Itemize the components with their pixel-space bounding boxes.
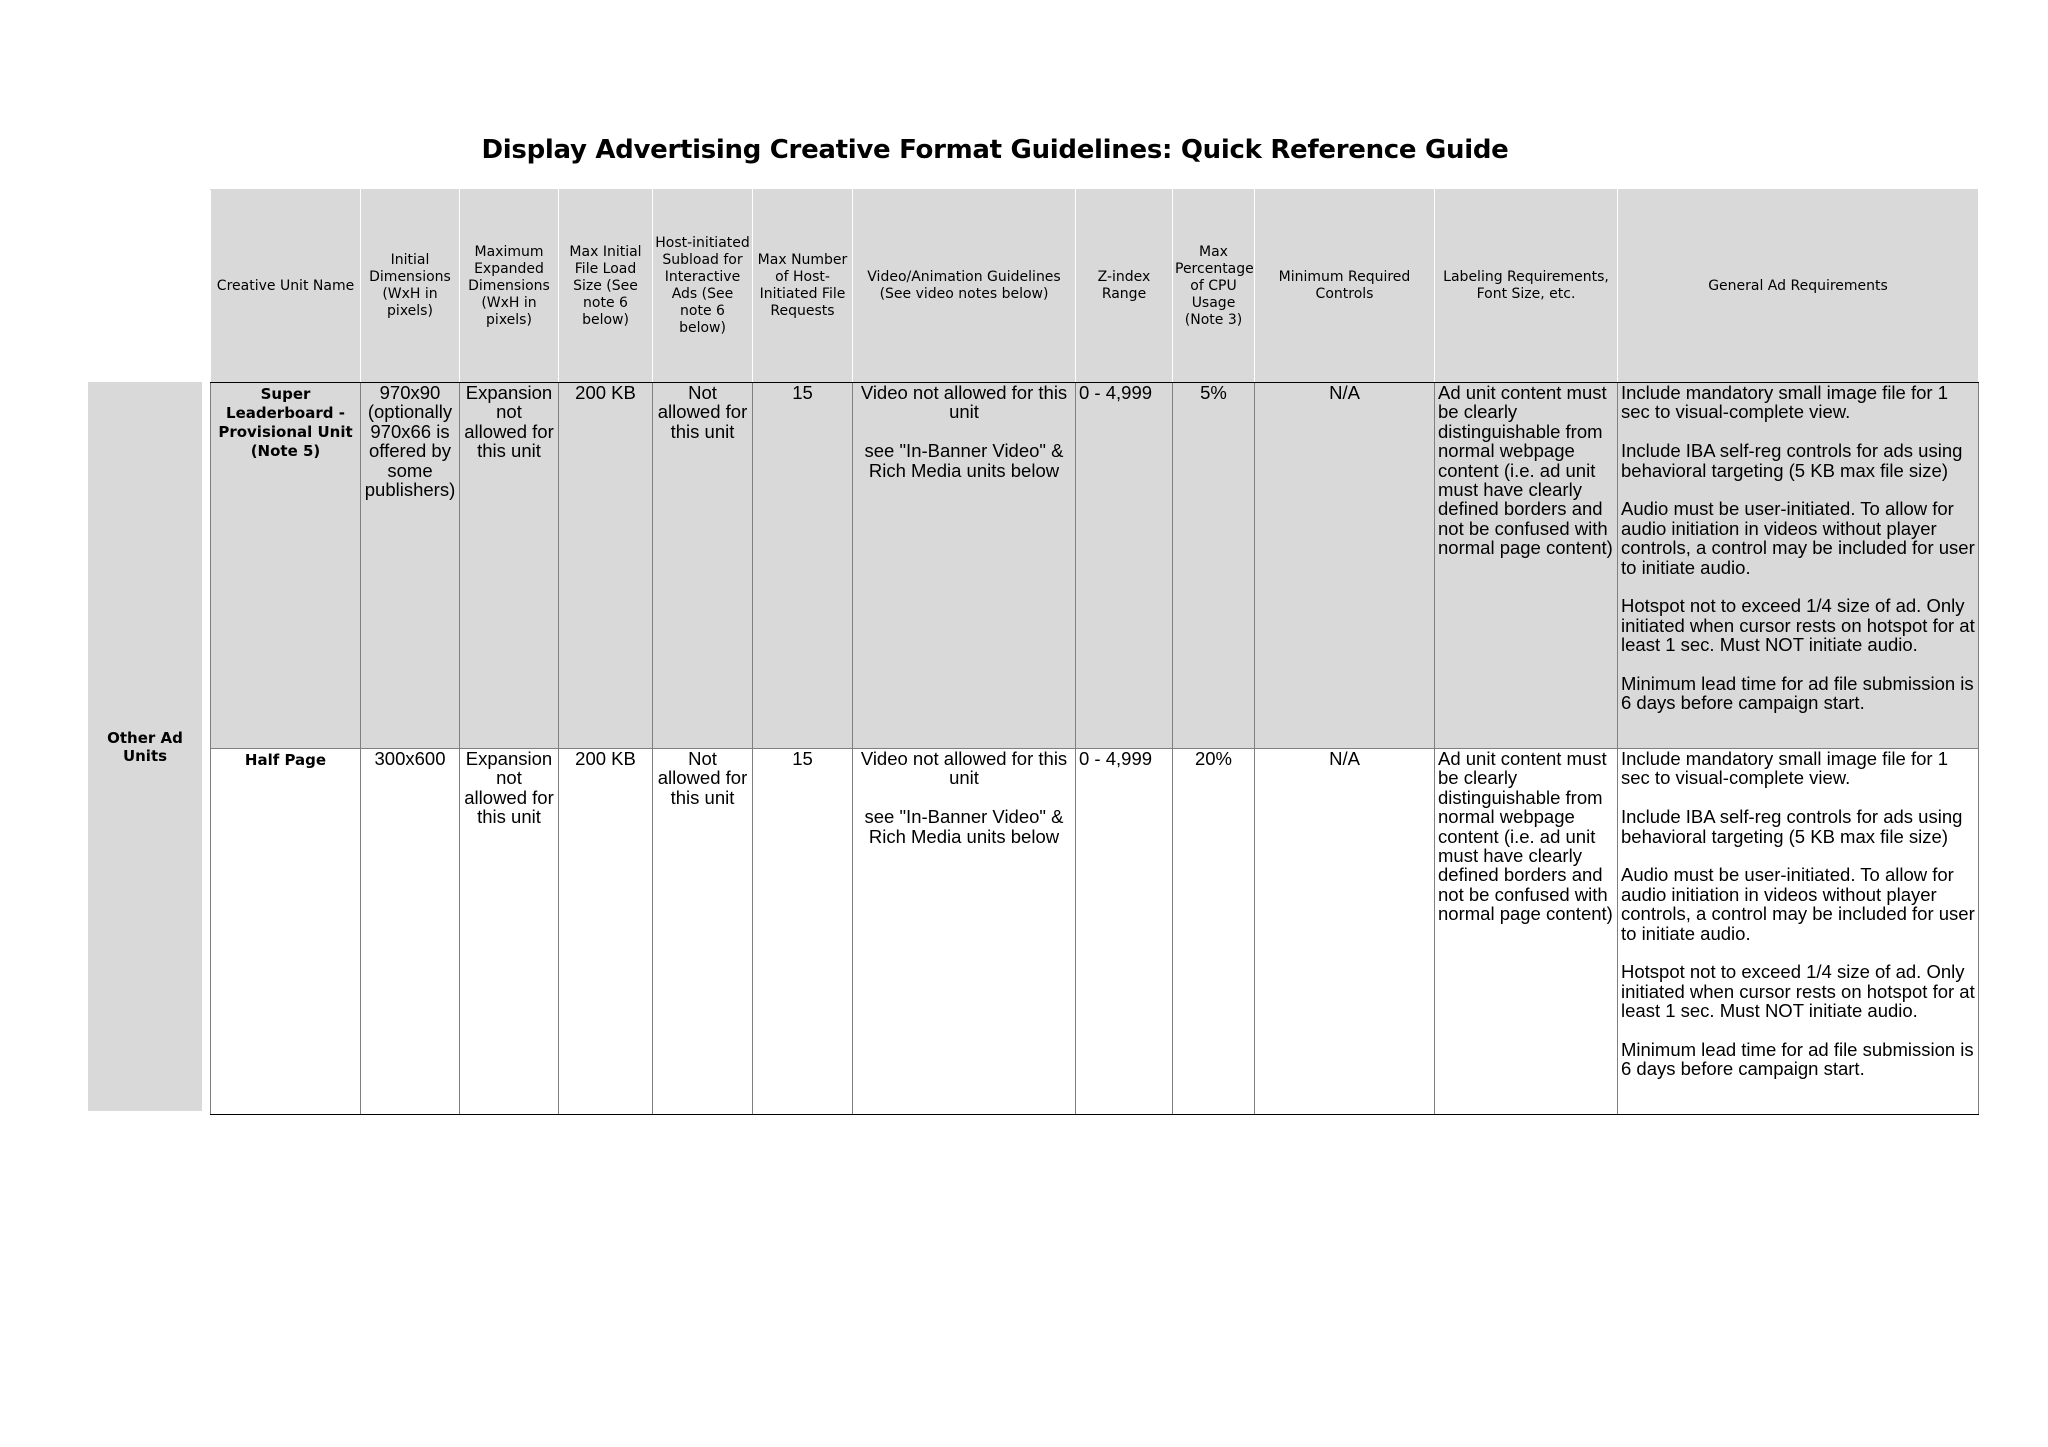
requirement-paragraph: Hotspot not to exceed 1/4 size of ad. Only initiated when cursor rests on hotspot for at least 1 sec. Must NOT initiate audio.: [1621, 595, 1975, 656]
cell-max-requests: 15: [753, 383, 853, 749]
cell-labeling: Ad unit content must be clearly distinguishable from normal webpage content (i.e. ad unit must have clearly defined borders and not be confused with normal page content): [1435, 749, 1618, 1115]
cell-labeling: Ad unit content must be clearly distinguishable from normal webpage content (i.e. ad unit must have clearly defined borders and not be confused with normal page content): [1435, 383, 1618, 749]
cell-video-guidelines: [853, 749, 1076, 1115]
cell-creative-unit-name: Half Page: [211, 749, 361, 1115]
cell-creative-unit-name: Super Leaderboard - Provisional Unit (Note 5): [211, 383, 361, 749]
requirement-paragraph: Include mandatory small image file for 1 sec to visual-complete view.: [1621, 382, 1948, 423]
cell-host-subload: Not allowed for this unit: [653, 383, 753, 749]
requirement-paragraph: Include IBA self-reg controls for ads using behavioral targeting (5 KB max file size): [1621, 806, 1963, 847]
video-guideline-text: see "In-Banner Video" & Rich Media units below: [864, 806, 1064, 847]
video-guideline-text: Video not allowed for this unit: [860, 382, 1068, 423]
header-general-ad-requirements: General Ad Requirements: [1618, 190, 1979, 383]
requirement-paragraph: Minimum lead time for ad file submission is 6 days before campaign start.: [1621, 1039, 1974, 1080]
cell-cpu-usage: 20%: [1173, 749, 1255, 1115]
header-host-initiated-subload: Host-initiated Subload for Interactive Ads (See note 6 below): [653, 190, 753, 383]
cell-max-file-load: 200 KB: [559, 383, 653, 749]
cell-host-subload: Not allowed for this unit: [653, 749, 753, 1115]
requirement-paragraph: Audio must be user-initiated. To allow for audio initiation in videos without player controls, a control may be included for user to initiate audio.: [1621, 864, 1975, 944]
guidelines-table: [210, 189, 1979, 1115]
header-z-index-range: Z-index Range: [1076, 190, 1173, 383]
page-title: Display Advertising Creative Format Guidelines: Quick Reference Guide: [481, 135, 1509, 165]
table-row: [211, 749, 1979, 1115]
requirement-paragraph: Hotspot not to exceed 1/4 size of ad. Only initiated when cursor rests on hotspot for at least 1 sec. Must NOT initiate audio.: [1621, 961, 1975, 1022]
cell-video-guidelines: [853, 383, 1076, 749]
header-video-animation-guidelines: Video/Animation Guidelines (See video notes below): [853, 190, 1076, 383]
header-minimum-required-controls: Minimum Required Controls: [1255, 190, 1435, 383]
header-max-cpu-usage: Max Percentage of CPU Usage (Note 3): [1173, 190, 1255, 383]
cell-initial-dimensions: 300x600: [361, 749, 460, 1115]
requirement-paragraph: Audio must be user-initiated. To allow for audio initiation in videos without player controls, a control may be included for user to initiate audio.: [1621, 498, 1975, 578]
header-creative-unit-name: Creative Unit Name: [211, 190, 361, 383]
requirement-paragraph: Include IBA self-reg controls for ads using behavioral targeting (5 KB max file size): [1621, 440, 1963, 481]
cell-z-index: 0 - 4,999: [1076, 383, 1173, 749]
requirement-paragraph: Minimum lead time for ad file submission is 6 days before campaign start.: [1621, 673, 1974, 714]
header-row: [211, 190, 1979, 383]
cell-initial-dimensions: 970x90 (optionally 970x66 is offered by some publishers): [361, 383, 460, 749]
video-guideline-text: Video not allowed for this unit: [860, 748, 1068, 789]
requirement-paragraph: Include mandatory small image file for 1 sec to visual-complete view.: [1621, 748, 1948, 789]
cell-max-requests: 15: [753, 749, 853, 1115]
video-guideline-text: see "In-Banner Video" & Rich Media units below: [864, 440, 1064, 481]
header-labeling-requirements: Labeling Requirements, Font Size, etc.: [1435, 190, 1618, 383]
cell-general-requirements: [1618, 749, 1979, 1115]
cell-controls: N/A: [1255, 749, 1435, 1115]
cell-max-expanded: Expansion not allowed for this unit: [460, 749, 559, 1115]
header-max-initial-file-load: Max Initial File Load Size (See note 6 below): [559, 190, 653, 383]
header-max-file-requests: Max Number of Host-Initiated File Requests: [753, 190, 853, 383]
header-initial-dimensions: Initial Dimensions (WxH in pixels): [361, 190, 460, 383]
cell-max-expanded: Expansion not allowed for this unit: [460, 383, 559, 749]
header-max-expanded-dimensions: Maximum Expanded Dimensions (WxH in pixels): [460, 190, 559, 383]
row-group-label: Other Ad Units: [88, 382, 202, 1111]
cell-controls: N/A: [1255, 383, 1435, 749]
cell-max-file-load: 200 KB: [559, 749, 653, 1115]
cell-general-requirements: [1618, 383, 1979, 749]
cell-z-index: 0 - 4,999: [1076, 749, 1173, 1115]
table-row: [211, 383, 1979, 749]
cell-cpu-usage: 5%: [1173, 383, 1255, 749]
